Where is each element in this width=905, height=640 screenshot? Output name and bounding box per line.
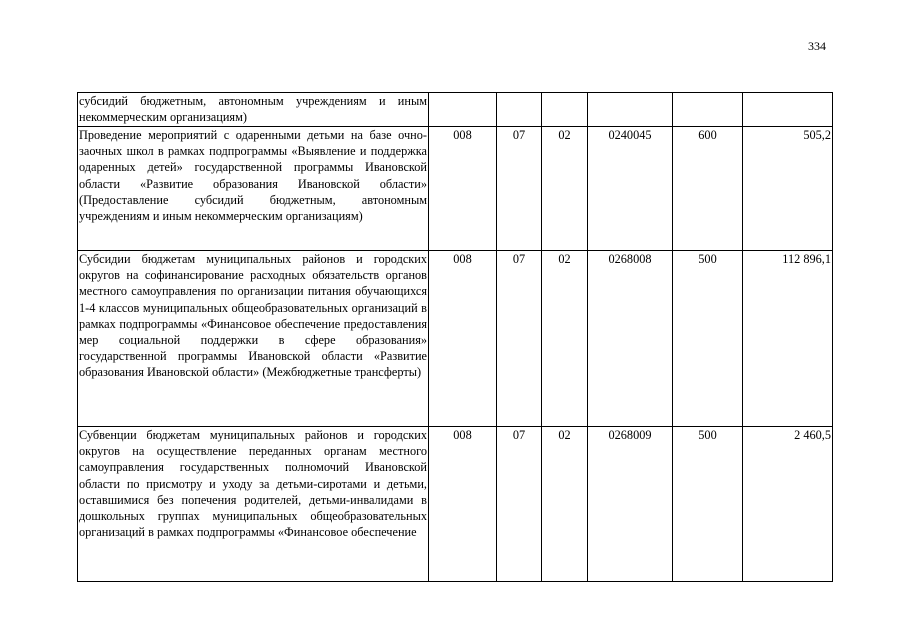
subsection-code-cell: 02 — [542, 127, 588, 251]
amount-cell: 2 460,5 — [743, 427, 833, 582]
amount-cell: 112 896,1 — [743, 251, 833, 427]
admin-code-cell: 008 — [429, 251, 497, 427]
expense-type-cell: 500 — [673, 251, 743, 427]
expense-type-cell: 600 — [673, 127, 743, 251]
page-number: 334 — [808, 39, 826, 53]
row-name-cell: Субвенции бюджетам муниципальных районов и городских округов на осуществление переданных органам местного самоуправления государственных полномочий Ивановской области по присмотру и уходу за детьми-сиротами и детьми, оставшимися без попечения родителей, детьми-инвалидами в дошкольных группах муниципальных общеобразовательных организаций в рамках подпрограммы «Финансовое обеспечение — [78, 427, 429, 582]
row-name-cell: субсидий бюджетным, автономным учреждениям и иным некоммерческим организациям) — [78, 93, 429, 127]
table-row — [78, 93, 833, 127]
subsection-code-cell: 02 — [542, 251, 588, 427]
budget-table — [77, 92, 833, 582]
table-row — [78, 127, 833, 251]
target-code-cell: 0268008 — [588, 251, 673, 427]
row-name-cell: Субсидии бюджетам муниципальных районов и городских округов на софинансирование расходных обязательств органов местного самоуправления по организации питания обучающихся 1-4 классов муниципальных общеобразовательных организаций в рамках подпрограммы «Финансовое обеспечение предоставления мер социальной поддержки в сфере образования» государственной программы Ивановской области «Развитие образования Ивановской области» (Межбюджетные трансферты) — [78, 251, 429, 427]
admin-code-cell: 008 — [429, 427, 497, 582]
table-row — [78, 427, 833, 582]
row-name-cell: Проведение мероприятий с одаренными детьми на базе очно-заочных школ в рамках подпрограммы «Выявление и поддержка одаренных детей» государственной программы Ивановской области «Развитие образования Ивановской области» (Предоставление субсидий бюджетным, автономным учреждениям и иным некоммерческим организациям) — [78, 127, 429, 251]
admin-code-cell — [429, 93, 497, 127]
target-code-cell: 0240045 — [588, 127, 673, 251]
section-code-cell: 07 — [497, 427, 542, 582]
section-code-cell: 07 — [497, 127, 542, 251]
section-code-cell: 07 — [497, 251, 542, 427]
target-code-cell — [588, 93, 673, 127]
subsection-code-cell — [542, 93, 588, 127]
amount-cell: 505,2 — [743, 127, 833, 251]
amount-cell — [743, 93, 833, 127]
expense-type-cell — [673, 93, 743, 127]
target-code-cell: 0268009 — [588, 427, 673, 582]
expense-type-cell: 500 — [673, 427, 743, 582]
table-row — [78, 251, 833, 427]
admin-code-cell: 008 — [429, 127, 497, 251]
subsection-code-cell: 02 — [542, 427, 588, 582]
section-code-cell — [497, 93, 542, 127]
